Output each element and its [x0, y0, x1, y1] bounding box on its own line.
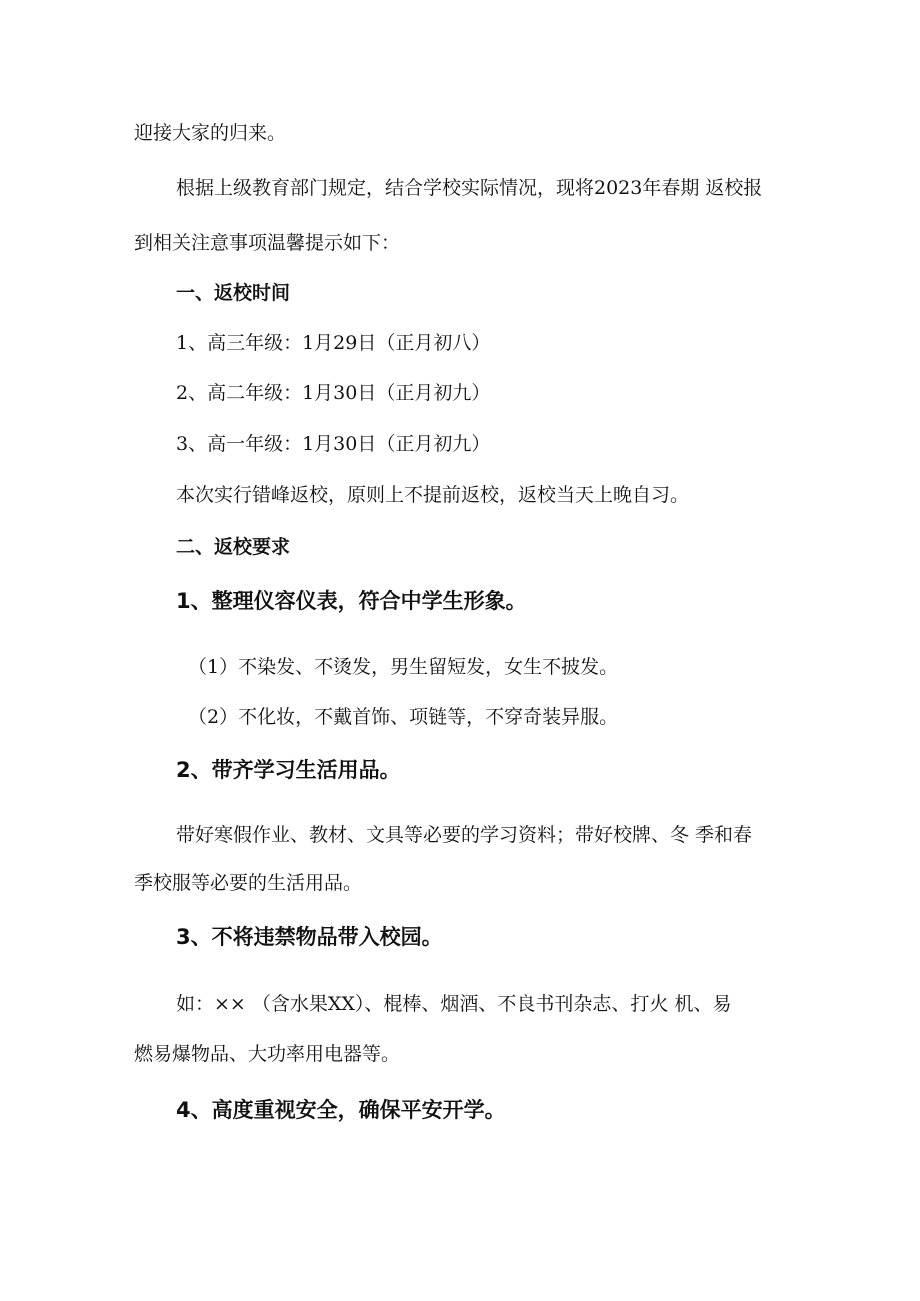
section-heading-return-time: 一、返校时间 [176, 282, 291, 304]
intro-paragraph-line-2: 到相关注意事项温馨提示如下： [134, 232, 401, 254]
section-heading-return-requirements: 二、返校要求 [176, 536, 291, 558]
schedule-item-grade-2: 2、高二年级：1月30日（正月初九） [176, 382, 491, 404]
requirement-4-title: 4、高度重视安全，确保平安开学。 [176, 1098, 506, 1122]
requirement-3-line-2: 燃易爆物品、大功率用电器等。 [134, 1043, 401, 1065]
requirement-2-title: 2、带齐学习生活用品。 [176, 758, 401, 782]
requirement-1-title: 1、整理仪容仪表，符合中学生形象。 [176, 589, 527, 613]
staggered-return-note: 本次实行错峰返校，原则上不提前返校，返校当天上晚自习。 [176, 484, 690, 506]
schedule-item-grade-3: 1、高三年级：1月29日（正月初八） [176, 332, 491, 354]
requirement-3-line-1: 如：×× （含水果XX）、棍棒、烟酒、不良书刊杂志、打火 机、易 [176, 993, 732, 1015]
schedule-item-grade-1: 3、高一年级：1月30日（正月初九） [176, 433, 491, 455]
requirement-2-line-1: 带好寒假作业、教材、文具等必要的学习资料；带好校牌、冬 季和春 [176, 824, 753, 846]
intro-line: 迎接大家的归来。 [134, 122, 287, 144]
requirement-1-sub-2: （2）不化妆，不戴首饰、项链等，不穿奇装异服。 [188, 706, 619, 728]
requirement-1-sub-1: （1）不染发、不烫发，男生留短发，女生不披发。 [188, 656, 619, 678]
requirement-3-title: 3、不将违禁物品带入校园。 [176, 925, 443, 949]
intro-paragraph-line-1: 根据上级教育部门规定，结合学校实际情况，现将2023年春期 返校报 [176, 177, 763, 199]
requirement-2-line-2: 季校服等必要的生活用品。 [134, 872, 363, 894]
